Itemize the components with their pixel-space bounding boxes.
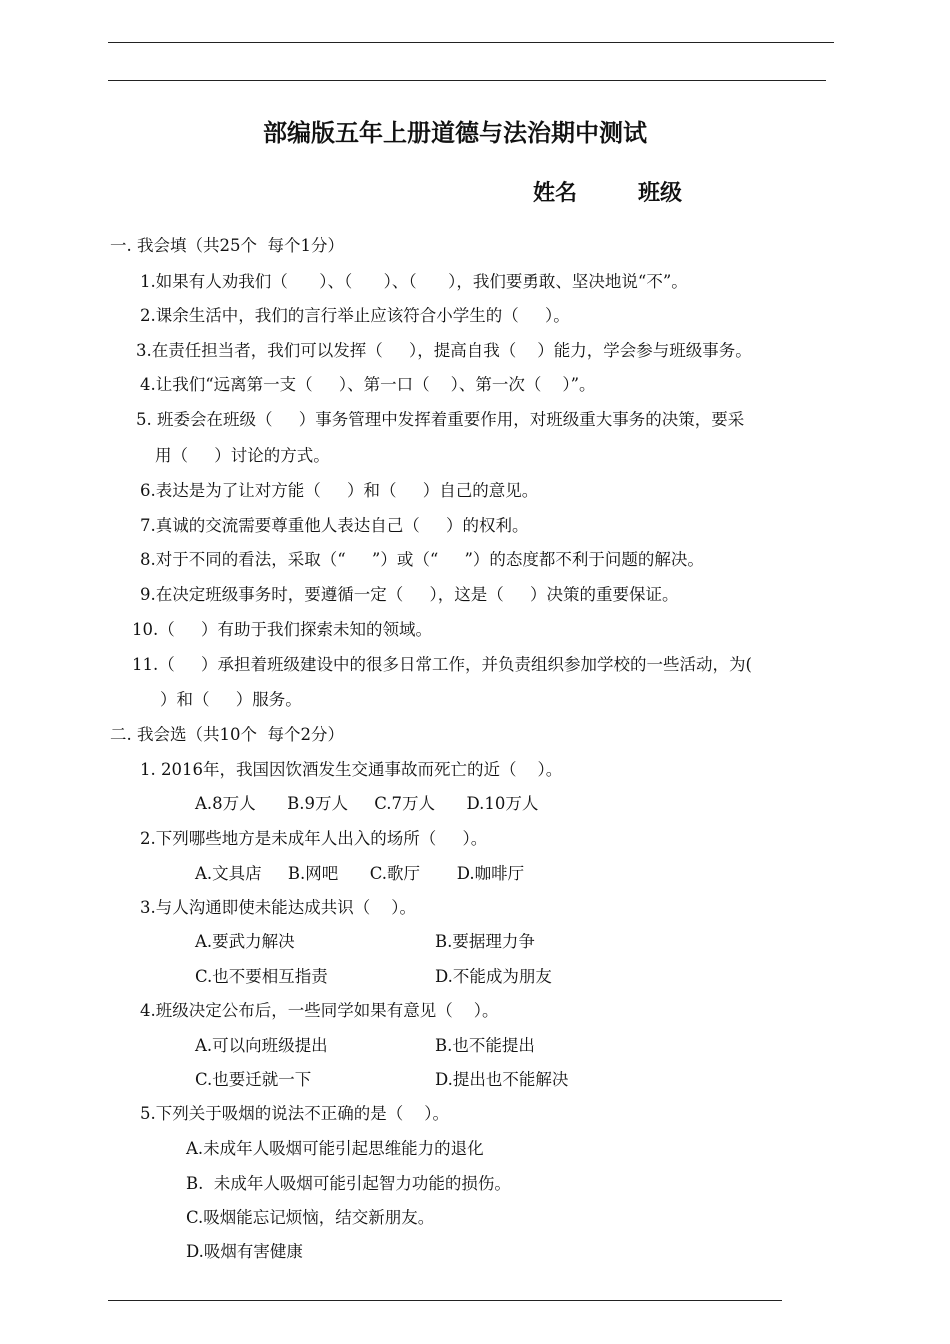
section1-heading: 一. 我会填（共25个 每个1分） [110,236,344,255]
choice-5-option-a: A.未成年人吸烟可能引起思维能力的退化 [186,1139,484,1158]
top-rule-2 [108,80,826,81]
fill-question-1: 1.如果有人劝我们（ ）、（ ）、（ ），我们要勇敢、坚决地说“不”。 [140,272,688,291]
fill-question-11-cont: ）和（ ）服务。 [160,690,302,709]
fill-question-7: 7.真诚的交流需要尊重他人表达自己（ ）的权利。 [140,516,529,535]
section2-heading: 二. 我会选（共10个 每个2分） [110,725,344,744]
choice-options-1: A.8万人 B.9万人 C.7万人 D.10万人 [195,794,539,813]
fill-question-3: 3.在责任担当者，我们可以发挥（ ），提高自我（ ）能力，学会参与班级事务。 [136,341,752,360]
fill-question-2: 2.课余生活中，我们的言行举止应该符合小学生的（ ）。 [140,306,570,325]
fill-question-9: 9.在决定班级事务时，要遵循一定（ ），这是（ ）决策的重要保证。 [140,585,679,604]
choice-5-option-b: B. 未成年人吸烟可能引起智力功能的损伤。 [186,1174,511,1193]
choice-4-option-d: D.提出也不能解决 [435,1070,569,1089]
fill-question-11: 11.（ ）承担着班级建设中的很多日常工作，并负责组织参加学校的一些活动，为( [132,655,752,674]
choice-question-5: 5.下列关于吸烟的说法不正确的是（ ）。 [140,1104,449,1123]
fill-question-5: 5. 班委会在班级（ ）事务管理中发挥着重要作用，对班级重大事务的决策，要采 [136,410,745,429]
choice-question-1: 1. 2016年，我国因饮酒发生交通事故而死亡的近（ ）。 [140,760,563,779]
choice-options-2: A.文具店 B.网吧 C.歌厅 D.咖啡厅 [195,864,525,883]
choice-4-option-b: B.也不能提出 [435,1036,535,1055]
fill-question-4: 4.让我们“远离第一支（ ）、第一口（ ）、第一次（ ）”。 [140,375,596,394]
choice-3-option-c: C.也不要相互指责 [195,967,328,986]
choice-3-option-d: D.不能成为朋友 [435,967,552,986]
fill-question-6: 6.表达是为了让对方能（ ）和（ ）自己的意见。 [140,481,539,500]
fill-question-5-cont: 用（ ）讨论的方式。 [155,446,330,465]
top-rule-1 [108,42,834,43]
choice-question-2: 2.下列哪些地方是未成年人出入的场所（ ）。 [140,829,488,848]
fill-question-8: 8.对于不同的看法，采取（“ ”）或（“ ”）的态度都不利于问题的解决。 [140,550,704,569]
class-label: 班级 [638,181,683,206]
fill-question-10: 10.（ ）有助于我们探索未知的领域。 [132,620,432,639]
choice-question-3: 3.与人沟通即使未能达成共识（ ）。 [140,898,416,917]
choice-5-option-d: D.吸烟有害健康 [186,1242,303,1261]
choice-5-option-c: C.吸烟能忘记烦恼，结交新朋友。 [186,1208,435,1227]
choice-3-option-b: B.要据理力争 [435,932,535,951]
choice-3-option-a: A.要武力解决 [195,932,295,951]
bottom-rule [108,1300,782,1301]
choice-4-option-a: A.可以向班级提出 [195,1036,328,1055]
choice-4-option-c: C.也要迁就一下 [195,1070,312,1089]
page-title: 部编版五年上册道德与法治期中测试 [263,119,647,147]
name-label: 姓名 [533,181,578,206]
choice-question-4: 4.班级决定公布后，一些同学如果有意见（ ）。 [140,1001,499,1020]
